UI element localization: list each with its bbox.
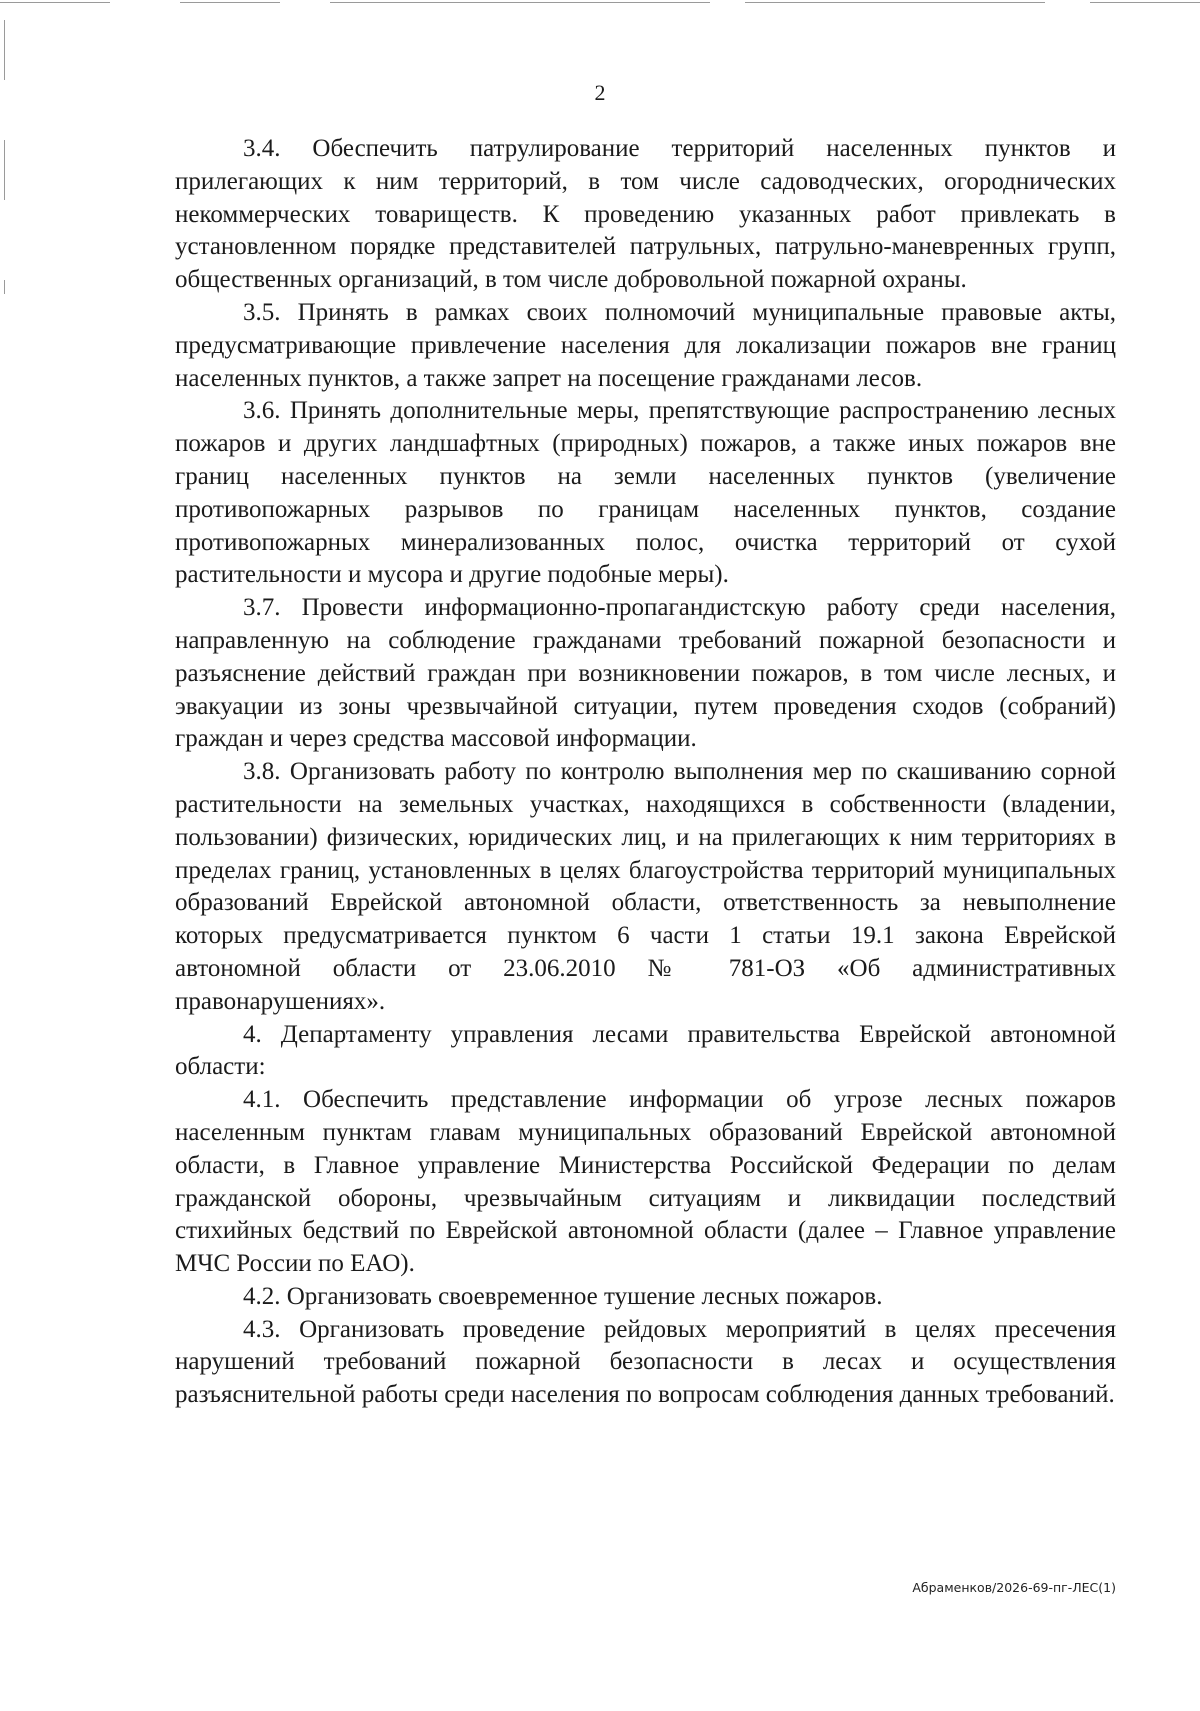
paragraph-3-5: 3.5. Принять в рамках своих полномочий муниципальные правовые акты, предусматривающие привлечение населения для локализации пожаров вне границ населенных пунктов, а также запрет на посещение гражданами лесов. — [175, 298, 1116, 392]
scan-edge-line — [330, 2, 710, 3]
paragraph-3-6: 3.6. Принять дополнительные меры, препятствующие распространению лесных пожаров и других ландшафтных (природных) пожаров, а также иных пожаров вне границ населенных пунктов на земли населенных пунктов (увеличение противопожарных разрывов по границам населенных пунктов, создание противопожарных минерализованных полос, очистка территорий от сухой растительности и мусора и другие подобные меры). — [175, 397, 1116, 589]
scan-edge-line — [4, 140, 5, 200]
paragraph-4-1: 4.1. Обеспечить представление информации об угрозе лесных пожаров населенным пунктам главам муниципальных образований Еврейской автономной области, в Главное управление Министерства Российской Федерации по делам гражданской обороны, чрезвычайным ситуациям и ликвидации последствий стихийных бедствий по Еврейской автономной области (далее – Главное управление МЧС России по ЕАО). — [175, 1086, 1116, 1278]
scan-edge-line — [1090, 2, 1200, 3]
paragraph-3-7: 3.7. Провести информационно-пропагандистскую работу среди населения, направленную на соблюдение гражданами требований пожарной безопасности и разъяснение действий граждан при возникновении пожаров, в том числе лесных, и эвакуации из зоны чрезвычайной ситуации, путем проведения сходов (собраний) граждан и через средства массовой информации. — [175, 594, 1116, 753]
paragraph-4: 4. Департаменту управления лесами правительства Еврейской автономной области: — [175, 1020, 1116, 1081]
scan-edge-line — [180, 2, 280, 3]
paragraph-3-8: 3.8. Организовать работу по контролю выполнения мер по скашиванию сорной растительности на земельных участках, находящихся в собственности (владении, пользовании) физических, юридических лиц, и на прилегающих к ним территориях в пределах границ, установленных в целях благоустройства территорий муниципальных образований Еврейской автономной области, ответственность за невыполнение которых предусматривается пунктом 6 части 1 статьи 19.1 закона Еврейской автономной области от 23.06.2010 № 781-ОЗ «Об административных правонарушениях». — [175, 758, 1116, 1015]
scan-edge-line — [4, 20, 5, 80]
paragraph-4-2: 4.2. Организовать своевременное тушение лесных пожаров. — [243, 1282, 883, 1310]
paragraph-4-3: 4.3. Организовать проведение рейдовых мероприятий в целях пресечения нарушений требований пожарной безопасности в лесах и осуществления разъяснительной работы среди населения по вопросам соблюдения данных требований. — [175, 1315, 1116, 1409]
document-reference-code: Абраменков/2026-69-пг-ЛЕС(1) — [912, 1580, 1116, 1595]
scan-edge-line — [745, 2, 1045, 3]
page-number: 2 — [594, 80, 606, 105]
scan-edge-line — [0, 2, 110, 3]
scan-edge-line — [4, 280, 5, 294]
paragraph-3-4: 3.4. Обеспечить патрулирование территорий населенных пунктов и прилегающих к ним территорий, в том числе садоводческих, огороднических некоммерческих товариществ. К проведению указанных работ привлекать в установленном порядке представителей патрульных, патрульно-маневренных групп, общественных организаций, в том числе добровольной пожарной охраны. — [175, 135, 1116, 294]
document-body — [175, 133, 1116, 1412]
